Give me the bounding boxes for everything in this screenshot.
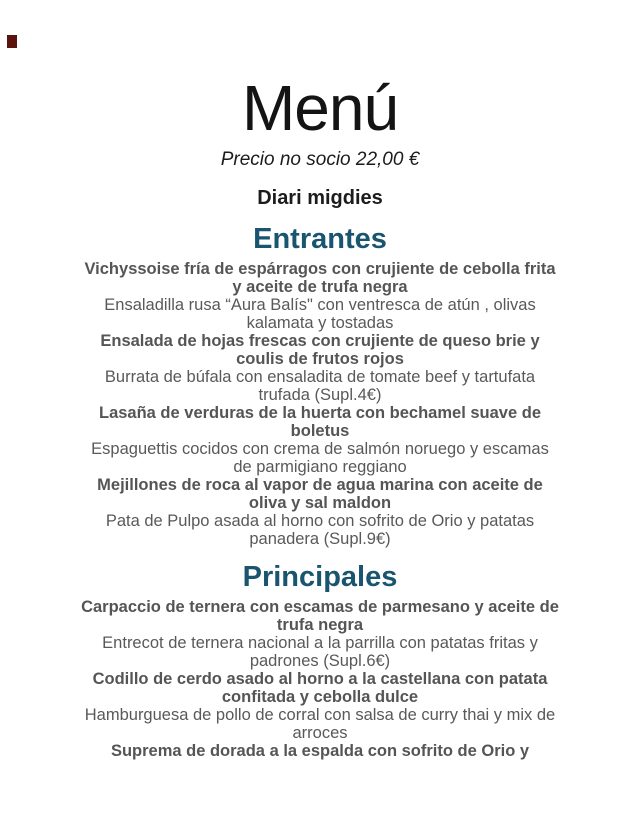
principales-item-list — [81, 598, 559, 760]
menu-item: Entrecot de ternera nacional a la parrilla con patatas fritas y padrones (Supl.6€) — [102, 634, 538, 670]
menu-item: Codillo de cerdo asado al horno a la castellana con patata confitada y cebolla dulce — [92, 670, 548, 706]
menu-subtitle: Diari migdies — [257, 187, 383, 209]
corner-logo-mark — [7, 35, 17, 48]
menu-item: Vichyssoise fría de espárragos con crujiente de cebolla frita y aceite de trufa negra — [84, 260, 556, 296]
menu-item: Lasaña de verduras de la huerta con bechamel suave de boletus — [98, 404, 542, 440]
menu-item: Mejillones de roca al vapor de agua marina con aceite de oliva y sal maldon — [97, 476, 543, 512]
menu-item: Suprema de dorada a la espalda con sofrito de Orio y — [110, 742, 530, 760]
page-title: Menú — [241, 72, 399, 144]
menu-item: Pata de Pulpo asada al horno con sofrito de Orio y patatas panadera (Supl.9€) — [105, 512, 535, 548]
price-note: Precio no socio 22,00 € — [220, 149, 420, 170]
menu-item: Burrata de búfala con ensaladita de tomate beef y tartufata trufada (Supl.4€) — [104, 368, 536, 404]
section-title-principales: Principales — [242, 561, 398, 593]
section-title-entrantes: Entrantes — [253, 223, 387, 255]
menu-item: Hamburguesa de pollo de corral con salsa de curry thai y mix de arroces — [84, 706, 556, 742]
entrantes-item-list — [81, 260, 559, 548]
menu-item: Carpaccio de ternera con escamas de parmesano y aceite de trufa negra — [81, 598, 559, 634]
section-principales — [0, 561, 640, 760]
menu-item: Ensaladilla rusa “Aura Balís" con ventresca de atún , olivas kalamata y tostadas — [104, 296, 536, 332]
menu-item: Ensalada de hojas frescas con crujiente de queso brie y coulis de frutos rojos — [100, 332, 540, 368]
section-entrantes — [0, 223, 640, 548]
menu-item: Espaguettis cocidos con crema de salmón noruego y escamas de parmigiano reggiano — [91, 440, 549, 476]
